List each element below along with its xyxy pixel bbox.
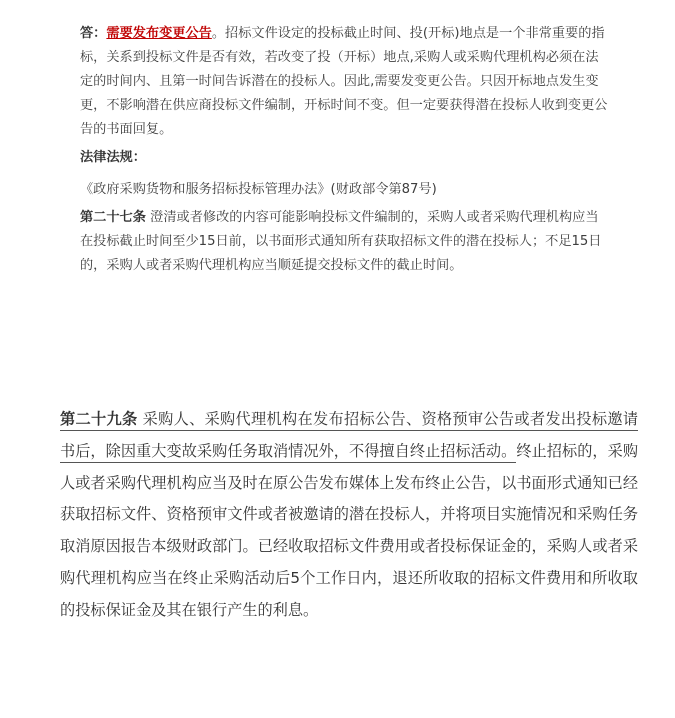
law-label: 法律法规： (80, 150, 146, 165)
answer-label: 答： (80, 26, 107, 41)
answer-text: 。招标文件设定的投标截止时间、投(开标)地点是一个非常重要的指标，关系到投标文件是否有效，若改变了投（开标）地点,采购人或采购代理机构必须在法定的时间内、且第一时间告诉潜在的投标人。因此,需要发变更公告。只因开标地点发生变更，不影响潜在供应商投标文件编制，开标时间不变。但一定要获得潜在投标人收到变更公告的书面回复。 (80, 26, 608, 137)
article-27-text: 澄清或者修改的内容可能影响投标文件编制的，采购人或者采购代理机构应当在投标截止时间至少15日前，以书面形式通知所有获取招标文件的潜在投标人；不足15日的，采购人或者采购代理机构应当顺延提交投标文件的截止时间。 (80, 210, 602, 273)
article-29-title: 第二十九条 (60, 410, 137, 431)
answer-paragraph (80, 22, 610, 142)
article-29-underlined: 采购人、采购代理机构在发布招标公告、资格预审公告或者发出投标邀请书后，除因重大变故采购任务取消情况外，不得擅自终止招标活动。 (60, 410, 638, 463)
law-reference: 《政府采购货物和服务招标投标管理办法》(财政部令第87号) (80, 182, 437, 197)
answer-highlight: 需要发布变更公告 (106, 26, 212, 41)
article-29-section (60, 404, 638, 627)
article-27-paragraph (80, 206, 610, 278)
article-29-paragraph (60, 404, 638, 627)
qa-section (80, 22, 610, 278)
article-29-text: 终止招标的，采购人或者采购代理机构应当及时在原公告发布媒体上发布终止公告，以书面形式通知已经获取招标文件、资格预审文件或者被邀请的潜在投标人，并将项目实施情况和采购任务取消原因报告本级财政部门。已经收取招标文件费用或者投标保证金的，采购人或者采购代理机构应当在终止采购活动后5个工作日内，退还所收取的招标文件费用和所收取的投标保证金及其在银行产生的利息。 (60, 441, 639, 619)
article-27-title: 第二十七条 (80, 210, 146, 225)
